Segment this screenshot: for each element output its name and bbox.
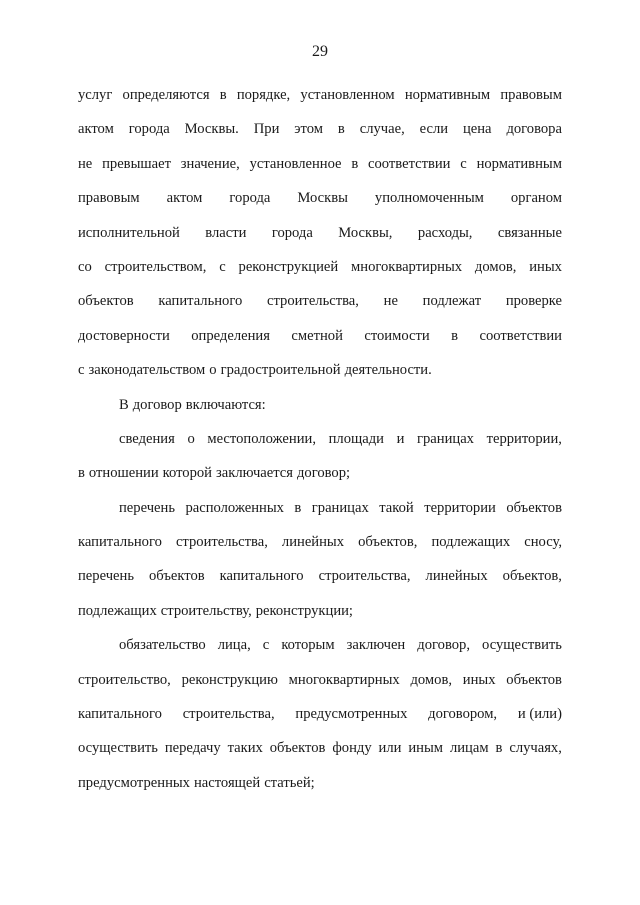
- word: объектов: [506, 671, 562, 688]
- page-number: 29: [312, 43, 328, 60]
- word: заключен: [346, 637, 406, 654]
- word: передачу: [164, 740, 221, 757]
- word: в: [495, 740, 503, 757]
- word: границах: [417, 430, 474, 447]
- word: не: [78, 155, 93, 172]
- text-line: [78, 559, 562, 593]
- word: строительства,: [267, 293, 359, 310]
- word: линейных: [425, 568, 488, 585]
- word: Москвы.: [184, 121, 239, 138]
- word: В: [119, 396, 129, 413]
- word: с: [262, 637, 270, 654]
- word: капитального: [158, 293, 243, 310]
- word: нормативным: [476, 155, 562, 172]
- word: власти: [205, 224, 247, 241]
- word: установленное: [249, 155, 342, 172]
- word: в: [78, 465, 85, 482]
- word: таких: [227, 740, 263, 757]
- word: иным: [408, 740, 444, 757]
- word: объектов: [269, 740, 326, 757]
- word: перечень: [119, 499, 175, 516]
- word: актом: [166, 190, 203, 207]
- word: местоположении,: [207, 430, 316, 447]
- word: актом: [78, 121, 114, 138]
- text-line: [78, 147, 562, 181]
- word: услуг: [78, 87, 113, 103]
- word: в: [219, 87, 227, 103]
- word: территории,: [486, 430, 562, 447]
- word: отношении: [88, 465, 159, 482]
- word: установленном: [300, 87, 395, 103]
- word: расходы,: [417, 224, 473, 241]
- word: соответствии: [368, 155, 451, 172]
- word: правовым: [500, 87, 562, 103]
- text-line: [78, 594, 562, 628]
- word: превышает: [102, 155, 171, 172]
- word: города: [229, 190, 271, 207]
- word: Москвы: [297, 190, 348, 207]
- text-line: [78, 78, 562, 112]
- word: сметной: [291, 327, 343, 344]
- word: связанные: [497, 224, 562, 241]
- word: нормативным: [404, 87, 491, 103]
- word: многоквартирных: [288, 671, 400, 688]
- word: настоящей: [193, 774, 261, 791]
- word: значение,: [180, 155, 240, 172]
- word: строительства,: [182, 706, 275, 723]
- word: статьей;: [264, 774, 315, 791]
- word: линейных: [281, 534, 345, 551]
- word: достоверности: [78, 327, 170, 344]
- text-line: [78, 731, 562, 765]
- word: города: [271, 224, 313, 241]
- word: и (или): [517, 706, 562, 723]
- word: реконструкцией: [238, 258, 339, 275]
- text-line: [78, 663, 562, 697]
- word: или: [378, 740, 402, 757]
- word: в: [451, 327, 459, 344]
- word: порядке,: [236, 87, 291, 103]
- word: При: [253, 121, 280, 138]
- word: с: [219, 258, 226, 275]
- text-line: [78, 216, 562, 250]
- word: такой: [379, 499, 414, 516]
- word: осуществить: [78, 740, 158, 757]
- word: реконструкцию: [181, 671, 278, 688]
- word: проверке: [505, 293, 562, 310]
- word: о: [187, 430, 195, 447]
- word: города: [128, 121, 170, 138]
- word: подлежащих: [78, 602, 157, 619]
- text-line: [78, 766, 562, 800]
- word: органом: [510, 190, 562, 207]
- word: в: [351, 155, 359, 172]
- word: уполномоченным: [374, 190, 484, 207]
- text-line: [78, 422, 562, 456]
- word: не: [383, 293, 398, 310]
- text-line: [78, 456, 562, 490]
- word: договор,: [417, 637, 470, 654]
- word: если: [419, 121, 449, 138]
- word: строительства,: [318, 568, 411, 585]
- word: соответствии: [479, 327, 562, 344]
- word: границах: [311, 499, 369, 516]
- word: домов,: [410, 671, 452, 688]
- word: объектов: [506, 499, 562, 516]
- word: строительством,: [104, 258, 207, 275]
- text-line: [78, 250, 562, 284]
- word: определения: [191, 327, 270, 344]
- word: с: [460, 155, 467, 172]
- word: о: [209, 362, 217, 379]
- word: домов,: [474, 258, 517, 275]
- text-line: [78, 628, 562, 662]
- word: предусмотренных: [295, 706, 408, 723]
- word: капитального: [78, 706, 162, 723]
- word: иных: [529, 258, 562, 275]
- word: определяются: [122, 87, 210, 103]
- word: многоквартирных: [351, 258, 463, 275]
- word: строительства,: [175, 534, 268, 551]
- word: сносу,: [524, 534, 562, 551]
- word: перечень: [78, 568, 134, 585]
- word: фонду: [332, 740, 372, 757]
- word: иных: [462, 671, 496, 688]
- word: с: [78, 362, 85, 379]
- word: лицам: [449, 740, 489, 757]
- word: предусмотренных: [78, 774, 190, 791]
- word: цена: [462, 121, 492, 138]
- document-body: [78, 78, 562, 800]
- word: капитального: [219, 568, 304, 585]
- word: расположенных: [185, 499, 284, 516]
- text-line: [78, 388, 562, 422]
- word: в: [294, 499, 302, 516]
- word: обязательство: [119, 637, 206, 654]
- word: которой: [162, 465, 212, 482]
- word: строительству,: [160, 602, 252, 619]
- word: площади: [328, 430, 384, 447]
- word: этом: [294, 121, 323, 138]
- word: объектов: [78, 293, 134, 310]
- word: договор: [132, 396, 182, 413]
- word: подлежат: [422, 293, 482, 310]
- text-line: [78, 525, 562, 559]
- text-line: [78, 491, 562, 525]
- word: случаях,: [509, 740, 562, 757]
- word: территории: [424, 499, 496, 516]
- word: случае,: [359, 121, 405, 138]
- word: капитального: [78, 534, 162, 551]
- word: деятельности.: [344, 362, 432, 379]
- word: в: [337, 121, 345, 138]
- word: осуществить: [482, 637, 562, 654]
- word: объектов,: [502, 568, 562, 585]
- word: договора: [506, 121, 562, 138]
- word: объектов: [149, 568, 205, 585]
- text-line: [78, 697, 562, 731]
- word: лица,: [217, 637, 251, 654]
- word: которым: [281, 637, 335, 654]
- text-line: [78, 353, 562, 387]
- word: стоимости: [364, 327, 430, 344]
- word: строительство,: [78, 671, 171, 688]
- word: Москвы,: [338, 224, 393, 241]
- text-line: [78, 181, 562, 215]
- text-line: [78, 284, 562, 318]
- word: и: [396, 430, 405, 447]
- word: реконструкции;: [255, 602, 353, 619]
- word: градостроительной: [220, 362, 341, 379]
- text-line: [78, 319, 562, 353]
- word: правовым: [78, 190, 140, 207]
- word: сведения: [119, 430, 175, 447]
- word: объектов,: [358, 534, 418, 551]
- text-line: [78, 112, 562, 146]
- word: договор;: [297, 465, 351, 482]
- word: законодательством: [88, 362, 206, 379]
- word: включаются:: [185, 396, 266, 413]
- word: заключается: [215, 465, 293, 482]
- word: со: [78, 258, 92, 275]
- word: исполнительной: [78, 224, 180, 241]
- word: договором,: [428, 706, 498, 723]
- word: подлежащих: [431, 534, 511, 551]
